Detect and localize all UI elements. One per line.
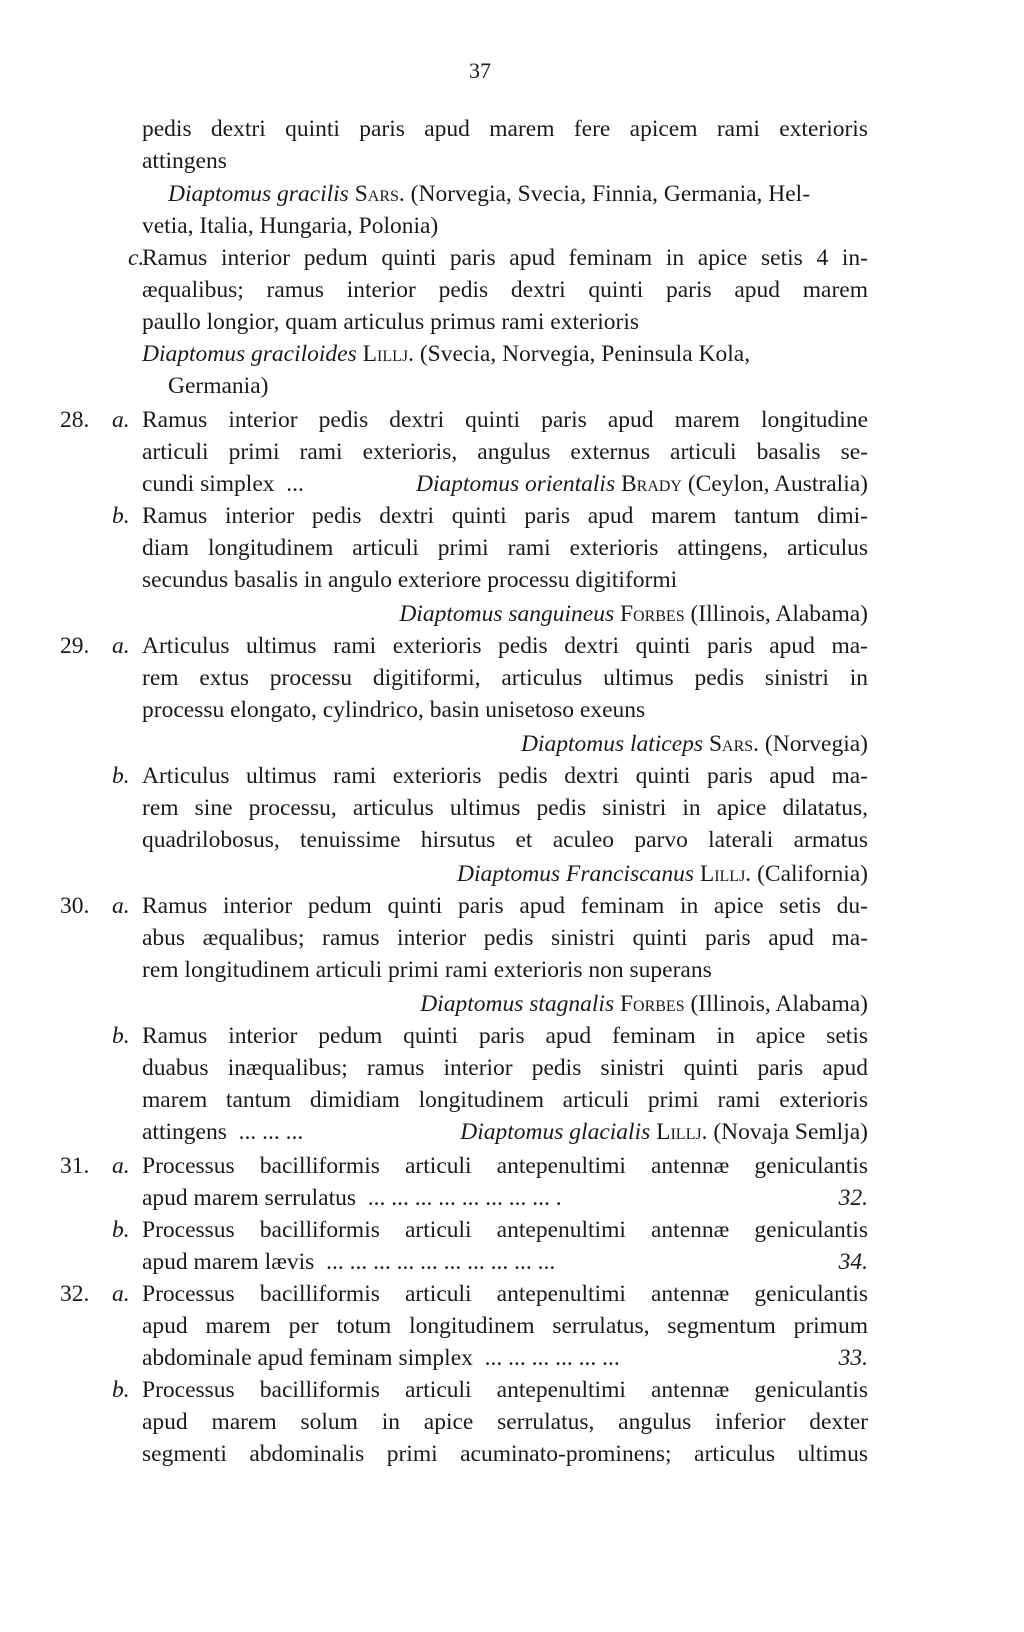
species-name: Diaptomus glacialis <box>460 1119 651 1145</box>
leader-dots: ... <box>286 471 304 497</box>
text-line <box>300 598 868 630</box>
text-line: Germania) <box>168 373 269 399</box>
text-line: Processus bacilliformis articuli antepenultimi antennæ geniculantis <box>142 1281 868 1307</box>
cross-reference: 32. <box>838 1185 868 1211</box>
key-number: 31. <box>60 1153 90 1179</box>
text-line: paullo longior, quam articulus primus rami exterioris <box>142 309 640 335</box>
text-line: abus æqualibus; ramus interior pedis sinistri quinti paris apud ma- <box>142 925 868 951</box>
author-name: Sars. <box>354 181 405 207</box>
species-name: Diaptomus orientalis <box>415 471 616 497</box>
species-name: Diaptomus sanguineus <box>399 601 615 627</box>
locality: (Norvegia, Svecia, Finnia, Germania, Hel- <box>410 181 811 207</box>
species-name: Diaptomus Franciscanus <box>457 861 694 887</box>
text-line: Processus bacilliformis articuli antepenultimi antennæ geniculantis <box>142 1377 868 1403</box>
leader-dots: ... ... ... ... ... ... ... ... . <box>367 1185 562 1211</box>
text-line <box>142 468 304 500</box>
leader-dots: ... ... ... ... ... ... ... ... ... ... <box>326 1249 556 1275</box>
key-number: 29. <box>60 633 90 659</box>
text-line: rem extus processu digitiformi, articulus ultimus pedis sinistri in <box>142 665 868 691</box>
text-line: Ramus interior pedis dextri quinti paris apud marem longitudine <box>142 407 868 433</box>
author-name: Sars. <box>708 731 760 757</box>
text-line: vetia, Italia, Hungaria, Polonia) <box>142 213 439 239</box>
text-line <box>300 468 868 500</box>
text-segment: apud marem lævis <box>142 1249 315 1275</box>
text-segment: abdominale apud feminam simplex <box>142 1345 473 1371</box>
item-label: a. <box>112 893 130 919</box>
leader-dots: ... ... ... ... ... ... <box>484 1345 620 1371</box>
item-label: b. <box>112 763 130 789</box>
text-line: pedis dextri quinti paris apud marem fere apicem rami exterioris <box>142 116 868 142</box>
text-line <box>300 728 868 760</box>
text-line: Articulus ultimus rami exterioris pedis dextri quinti paris apud ma- <box>142 763 868 789</box>
cross-reference: 34. <box>838 1249 868 1275</box>
text-line <box>142 1246 555 1278</box>
author-name: Brady <box>620 471 682 497</box>
text-line <box>300 988 868 1020</box>
leader-dots: ... ... ... <box>238 1119 304 1145</box>
locality: (Illinois, Alabama) <box>690 601 868 627</box>
text-line <box>142 1116 303 1148</box>
text-line: Ramus interior pedum quinti paris apud feminam in apice setis 4 in- <box>142 245 868 271</box>
item-label: a. <box>112 1153 130 1179</box>
text-line: secundus basalis in angulo exteriore processu digitiformi <box>142 567 678 593</box>
text-line: Processus bacilliformis articuli antepenultimi antennæ geniculantis <box>142 1153 868 1179</box>
text-line <box>142 1342 620 1374</box>
text-line: marem tantum dimidiam longitudinem articuli primi rami exterioris <box>142 1087 868 1113</box>
text-line: Articulus ultimus rami exterioris pedis dextri quinti paris apud ma- <box>142 633 868 659</box>
text-line <box>142 1182 562 1214</box>
item-label: b. <box>112 1023 130 1049</box>
text-line: apud marem per totum longitudinem serrulatus, segmentum primum <box>142 1313 868 1339</box>
species-name: Diaptomus stagnalis <box>420 991 615 1017</box>
locality: (Svecia, Norvegia, Peninsula Kola, <box>419 341 751 367</box>
text-line: Ramus interior pedis dextri quinti paris apud marem tantum dimi- <box>142 503 868 529</box>
item-label: b. <box>112 1217 130 1243</box>
text-line: æqualibus; ramus interior pedis dextri quinti paris apud marem <box>142 277 868 303</box>
text-segment: cundi simplex <box>142 471 275 497</box>
item-label: c. <box>128 245 145 271</box>
text-segment: apud marem serrulatus <box>142 1185 357 1211</box>
text-line: rem sine processu, articulus ultimus pedis sinistri in apice dilatatus, <box>142 795 868 821</box>
text-line: diam longitudinem articuli primi rami exterioris attingens, articulus <box>142 535 868 561</box>
item-label: b. <box>112 503 130 529</box>
text-line <box>168 178 810 210</box>
item-label: a. <box>112 633 130 659</box>
text-line: segmenti abdominalis primi acuminato-prominens; articulus ultimus <box>142 1441 868 1467</box>
text-line: Ramus interior pedum quinti paris apud feminam in apice setis du- <box>142 893 868 919</box>
text-line: Ramus interior pedum quinti paris apud feminam in apice setis <box>142 1023 868 1049</box>
text-line: Processus bacilliformis articuli antepenultimi antennæ geniculantis <box>142 1217 868 1243</box>
author-name: Lillj. <box>362 341 414 367</box>
text-line <box>300 1116 868 1148</box>
author-name: Forbes <box>619 601 685 627</box>
text-line <box>142 338 750 370</box>
text-line: attingens <box>142 148 227 174</box>
key-number: 28. <box>60 407 90 433</box>
text-line <box>300 858 868 890</box>
text-line: processu elongato, cylindrico, basin unisetoso exeuns <box>142 697 646 723</box>
page-number: 37 <box>469 58 491 83</box>
locality: (Novaja Semlja) <box>713 1119 868 1145</box>
key-number: 32. <box>60 1281 90 1307</box>
locality: (California) <box>757 861 868 887</box>
text-line: duabus inæqualibus; ramus interior pedis sinistri quinti paris apud <box>142 1055 868 1081</box>
locality: (Ceylon, Australia) <box>687 471 868 497</box>
item-label: b. <box>112 1377 130 1403</box>
species-name: Diaptomus gracilis <box>168 181 349 207</box>
text-segment: attingens <box>142 1119 227 1145</box>
author-name: Lillj. <box>656 1119 708 1145</box>
text-line: apud marem solum in apice serrulatus, angulus inferior dexter <box>142 1409 868 1435</box>
species-name: Diaptomus laticeps <box>520 731 704 757</box>
species-name: Diaptomus graciloides <box>142 341 357 367</box>
item-label: a. <box>112 1281 130 1307</box>
locality: (Norvegia) <box>764 731 868 757</box>
author-name: Lillj. <box>699 861 752 887</box>
item-label: a. <box>112 407 130 433</box>
key-number: 30. <box>60 893 90 919</box>
locality: (Illinois, Alabama) <box>690 991 868 1017</box>
text-line: rem longitudinem articuli primi rami exterioris non superans <box>142 957 712 983</box>
cross-reference: 33. <box>838 1345 868 1371</box>
author-name: Forbes <box>619 991 685 1017</box>
text-line: articuli primi rami exterioris, angulus externus articuli basalis se- <box>142 439 868 465</box>
text-line: quadrilobosus, tenuissime hirsutus et aculeo parvo laterali armatus <box>142 827 868 853</box>
